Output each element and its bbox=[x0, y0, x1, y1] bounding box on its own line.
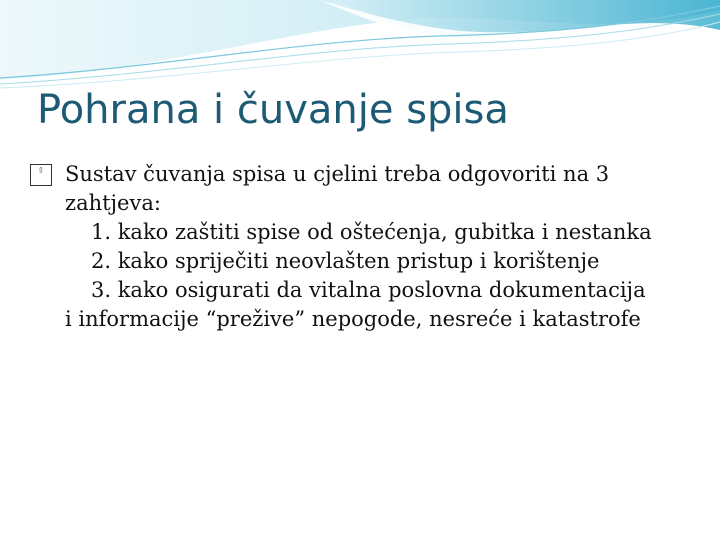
list-item-3: 3. kako osigurati da vitalna poslovna dokumentacija bbox=[91, 278, 646, 302]
intro-line-2: zahtjeva: bbox=[65, 191, 161, 215]
missing-glyph-icon: ▯ bbox=[30, 164, 52, 186]
list-item-2: 2. kako spriječiti neovlašten pristup i korištenje bbox=[91, 249, 600, 273]
slide-body bbox=[30, 160, 690, 334]
list-item-1: 1. kako zaštiti spise od oštećenja, gubitka i nestanka bbox=[91, 220, 652, 244]
slide-title: Pohrana i čuvanje spisa bbox=[37, 87, 509, 133]
list-item-3-continuation: i informacije “prežive” nepogode, nesreće i katastrofe bbox=[65, 307, 641, 331]
intro-line-1: Sustav čuvanja spisa u cjelini treba odgovoriti na 3 bbox=[65, 162, 610, 186]
header-wave-decoration bbox=[0, 0, 720, 90]
bullet-paragraph bbox=[30, 160, 690, 334]
